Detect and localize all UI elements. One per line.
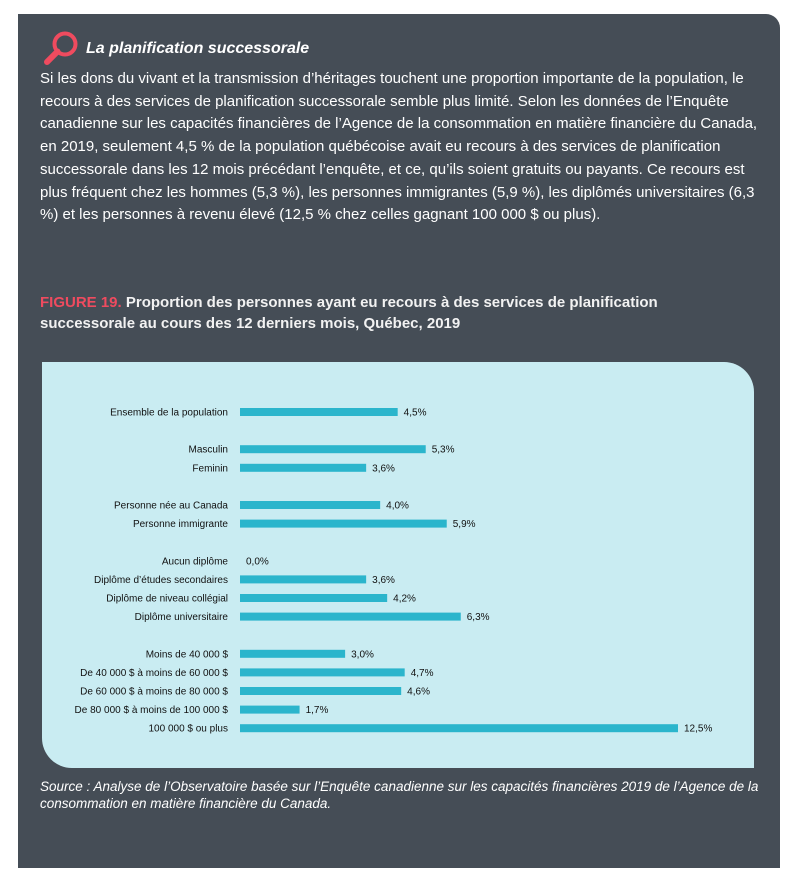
category-label: Feminin xyxy=(192,463,228,475)
bar xyxy=(240,687,401,695)
bar xyxy=(240,464,366,472)
chart-area xyxy=(42,362,754,768)
category-label: Personne immigrante xyxy=(132,519,228,531)
category-label: 100 000 $ ou plus xyxy=(148,723,228,735)
value-label: 5,9% xyxy=(452,519,476,531)
value-label: 4,6% xyxy=(407,686,430,698)
category-label: De 60 000 $ à moins de 80 000 $ xyxy=(80,686,228,698)
info-box xyxy=(18,14,780,868)
intro-paragraph: Si les dons du vivant et la transmission d’héritages touchent une proportion importante de la population, le recours à des services de planification successorale semble plus limité. Selon les données de l’Enquête canadienne sur les capacités financières de l’Agence de la consommation en matière financière du Canada, en 2019, seulement 4,5 % de la population québécoise avait eu recours à des services de planification successorale dans les 12 mois précédant l’enquête, et ce, qu’ils soient gratuits ou payants. Ce recours est plus fréquent chez les hommes (5,3 %), les personnes immigrantes (5,9 %), les diplômés universitaires (6,3 %) et les personnes à revenu élevé (12,5 % chez celles gagnant 100 000 $ ou plus). xyxy=(40,70,758,224)
bar xyxy=(240,724,678,732)
value-label: 5,3% xyxy=(431,444,455,456)
value-label: 4,7% xyxy=(410,667,434,679)
source-note: Source : Analyse de l’Observatoire basée sur l’Enquête canadienne sur les capacités financières 2019 de l’Agence de la consommation en matière financière du Canada. xyxy=(40,779,759,811)
category-label: De 40 000 $ à moins de 60 000 $ xyxy=(80,667,228,679)
bar xyxy=(240,501,380,509)
value-label: 4,0% xyxy=(386,500,409,512)
bar xyxy=(240,613,461,621)
bar-chart xyxy=(42,362,754,768)
category-label: Moins de 40 000 $ xyxy=(145,649,228,661)
magnifier-icon xyxy=(40,26,84,70)
value-label: 1,7% xyxy=(305,705,329,717)
bar xyxy=(240,575,366,583)
value-label: 4,5% xyxy=(403,407,427,419)
figure-label: FIGURE 19. xyxy=(40,294,122,311)
category-label: Diplôme d’études secondaires xyxy=(94,574,228,586)
bar xyxy=(240,594,387,602)
value-label: 6,3% xyxy=(466,612,490,624)
category-label: Diplôme universitaire xyxy=(134,612,228,624)
box-header xyxy=(40,24,309,72)
value-label: 3,6% xyxy=(372,574,395,586)
value-label: 12,5% xyxy=(684,723,713,735)
bar xyxy=(240,706,300,714)
value-label: 3,0% xyxy=(351,649,374,661)
figure-title xyxy=(40,292,740,334)
value-label: 4,2% xyxy=(393,593,416,605)
category-label: Aucun diplôme xyxy=(161,556,228,568)
bar xyxy=(240,650,345,658)
value-label: 0,0% xyxy=(246,556,269,568)
category-label: Personne née au Canada xyxy=(114,500,228,512)
bar xyxy=(240,520,447,528)
category-label: Ensemble de la population xyxy=(110,407,228,419)
bar xyxy=(240,668,405,676)
bar xyxy=(240,408,398,416)
bar xyxy=(240,445,426,453)
box-title: La planification successorale xyxy=(86,40,310,57)
category-label: Diplôme de niveau collégial xyxy=(106,593,228,605)
value-label: 3,6% xyxy=(372,463,395,475)
category-label: Masculin xyxy=(188,444,228,456)
figure-title-text: Proportion des personnes ayant eu recours à des services de planification successorale au cours des 12 derniers mois, Québec, 2019 xyxy=(40,294,658,332)
category-label: De 80 000 $ à moins de 100 000 $ xyxy=(74,705,228,717)
